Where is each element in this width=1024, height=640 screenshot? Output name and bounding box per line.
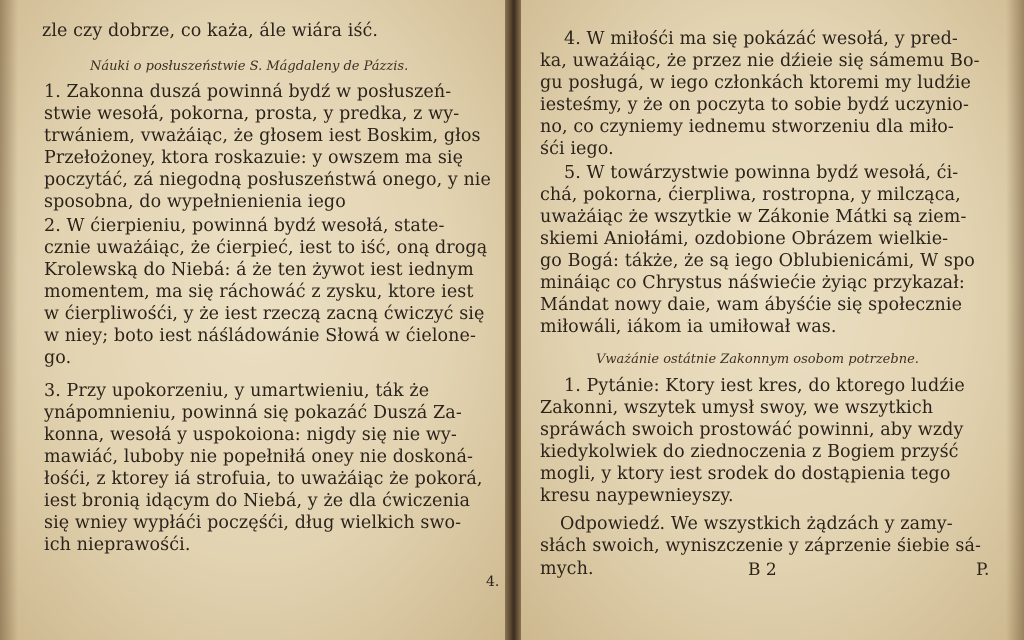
right-text-line: 4. W miłośći ma się pokázáć wesołá, y pred- [564,29,958,49]
left-text-line: łośći, z ktorey iá strofuia, to uważáiąc że pokorá, [44,469,483,489]
right-text-line: Odpowiedź. We wszystkich żądzách y zamy- [560,514,953,534]
right-text-line: 1. Pytánie: Ktory iest kres, do ktorego ludźie [564,376,965,396]
right-section-heading: Vważánie ostátnie Zakonnym osobom potrzebne. [596,352,919,367]
right-text-line: mogli, y ktory iest srodek do dostąpienia tego [540,464,951,484]
left-text-line: 3. Przy upokorzeniu, y umartwieniu, ták że [44,381,430,401]
right-text-line: ka, uważáiąc, że przez nie dźieie się sámemu Bo- [540,51,980,71]
left-text-line: mawiáć, luboby nie popełniłá oney nie doskoná- [44,447,473,467]
left-text-line: 1. Zakonna duszá powinná bydź w posłuszeń- [44,82,452,102]
left-text-line: go. [44,348,72,368]
right-text-line: 5. W towárzystwie powinna bydź wesołá, ći- [564,163,959,183]
left-text-line: konna, wesołá y uspokoiona: nigdy się nie wy- [44,425,457,445]
book-gutter [505,0,521,640]
left-text-line: trwániem, vważáiąc, że głosem iest Boskim, głos [44,126,481,146]
left-text-line: Krolewską do Niebá: á że ten żywot iest iednym [44,260,474,280]
right-text-line: go Bogá: tákże, że są iego Oblubienicámi, W spo [540,251,975,271]
left-text-line: 2. W ćierpieniu, powinná bydź wesołá, state- [44,216,445,236]
left-page-edge-shading [0,0,18,640]
right-text-line: Mándat nowy daie, wam ábyśćie się społecznie [540,295,963,315]
right-text-line: spráwách swoich prostowáć powinni, aby wzdy [540,420,964,440]
left-text-line: ynápomnieniu, powinná się pokazáć Duszá Za- [44,403,462,423]
signature-mark: B 2 [748,560,777,580]
left-text-line: cznie uważáiąc, że ćierpieć, iest to iść, oną drogą [44,238,488,258]
right-text-line: śći iego. [540,139,614,159]
right-text-line: no, co czyniemy iednemu stworzeniu dla miło- [540,117,954,137]
right-text-line: uważáiąc że wszytkie w Zákonie Mátki są ziem- [540,207,967,227]
right-text-line: mych. [540,559,594,579]
right-text-line: miłowáli, iákom ia umiłował was. [540,317,837,337]
left-text-line: iest bronią idącym do Niebá, y że dla ćwiczenia [44,491,471,511]
left-section-heading: Náuki o posłuszeństwie S. Mágdaleny de Pázzis. [90,59,409,74]
left-text-line: w ćierpliwośći, y że iest rzeczą zacną ćwiczyć się [44,304,485,324]
left-text-line: sposobna, do wypełnienienia iego [44,192,346,212]
left-text-line: się wniey wypłáći poczęśći, dług wielkich swo- [44,513,462,533]
right-text-line: mináiąc co Chrystus náświećie żyiąc przykazał: [540,273,965,293]
right-text-line: Zakonni, wszytek umysł swoy, we wszytkich [540,398,934,418]
left-text-line: Przełożoney, ktora roskazuie: y owszem ma się [44,148,464,168]
right-text-line: kiedykolwiek do ziednoczenia z Bogiem przyść [540,442,959,462]
left-text-line: poczytáć, zá niegodną posłuszeństwá onego, y nie [44,170,491,190]
right-page [516,0,1024,640]
left-text-line: momentem, ma się ráchowáć z zysku, ktore iest [44,282,474,302]
left-text-line: ich nieprawośći. [44,535,191,555]
left-page-number: 4. [486,574,500,590]
left-text-line: stwie wesołá, pokorna, prosta, y predka, z wy- [44,104,460,124]
right-text-line: chá, pokorna, ćierpliwa, rostropna, y milcząca, [540,185,961,205]
left-text-line: zle czy dobrze, co każa, ále wiára iść. [42,21,379,41]
right-text-line: skiemi Aniołámi, ozdobione Obrázem wielkie- [540,229,949,249]
left-page [0,0,510,640]
left-text-line: w niey; boto iest náśládowánie Słowá w ćielone- [44,326,477,346]
right-text-line: kresu naypewnieyszy. [540,486,734,506]
right-text-line: słách swoich, wyniszczenie y záprzenie śiebie sá- [540,536,982,556]
right-text-line: iesteśmy, y że on poczyta to sobie bydź uczynio- [540,95,969,115]
right-page-edge-shading [1006,0,1024,640]
catchword: P. [976,560,990,580]
right-text-line: gu posługá, w iego członkách ktoremi my ludźie [540,73,971,93]
